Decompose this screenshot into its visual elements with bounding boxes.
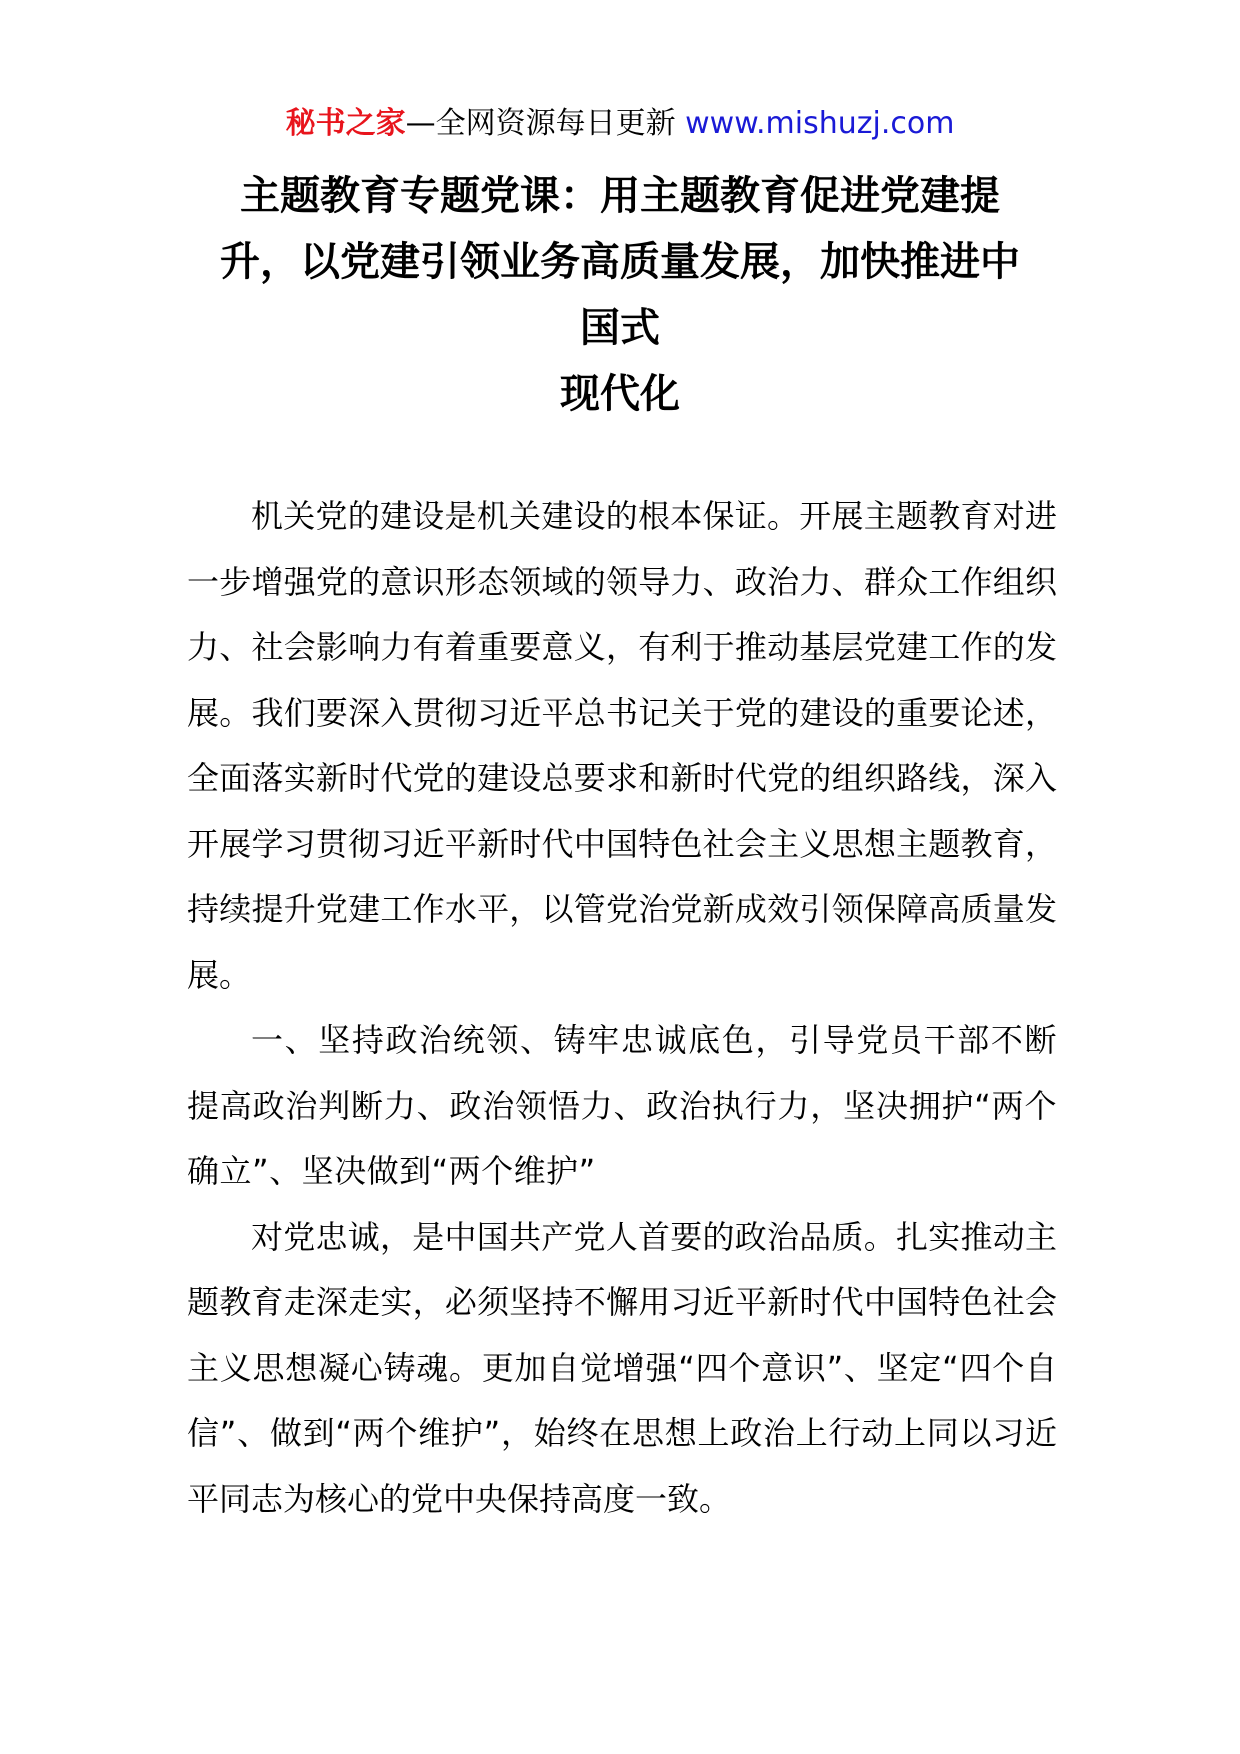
site-brand: 秘书之家 [285, 106, 406, 141]
body-paragraph: 对党忠诚，是中国共产党人首要的政治品质。扎实推动主题教育走深走实，必须坚持不懈用习近平新时代中国特色社会主义思想凝心铸魂。更加自觉增强“四个意识”、坚定“四个自信”、做到“两个维护”，始终在思想上政治上行动上同以习近平同志为核心的党中央保持高度一致。 [187, 1217, 1057, 1518]
document-title [150, 163, 1090, 427]
site-header [0, 102, 1240, 146]
site-url-link[interactable]: www.mishuzj.com [685, 106, 955, 141]
title-line: 升，以党建引领业务高质量发展，加快推进中 [220, 239, 1020, 285]
document-body [187, 484, 1057, 1532]
title-line: 现代化 [560, 371, 680, 417]
title-line: 国式 [580, 305, 660, 351]
section-heading: 一、坚持政治统领、铸牢忠诚底色，引导党员干部不断提高政治判断力、政治领悟力、政治执行力，坚决拥护“两个确立”、坚决做到“两个维护” [187, 1021, 1057, 1190]
site-tagline: —全网资源每日更新 [405, 106, 676, 141]
title-line: 主题教育专题党课：用主题教育促进党建提 [240, 173, 1000, 219]
body-paragraph: 机关党的建设是机关建设的根本保证。开展主题教育对进一步增强党的意识形态领域的领导力、政治力、群众工作组织力、社会影响力有着重要意义，有利于推动基层党建工作的发展。我们要深入贯彻习近平总书记关于党的建设的重要论述，全面落实新时代党的建设总要求和新时代党的组织路线，深入开展学习贯彻习近平新时代中国特色社会主义思想主题教育，持续提升党建工作水平，以管党治党新成效引领保障高质量发展。 [187, 497, 1057, 994]
